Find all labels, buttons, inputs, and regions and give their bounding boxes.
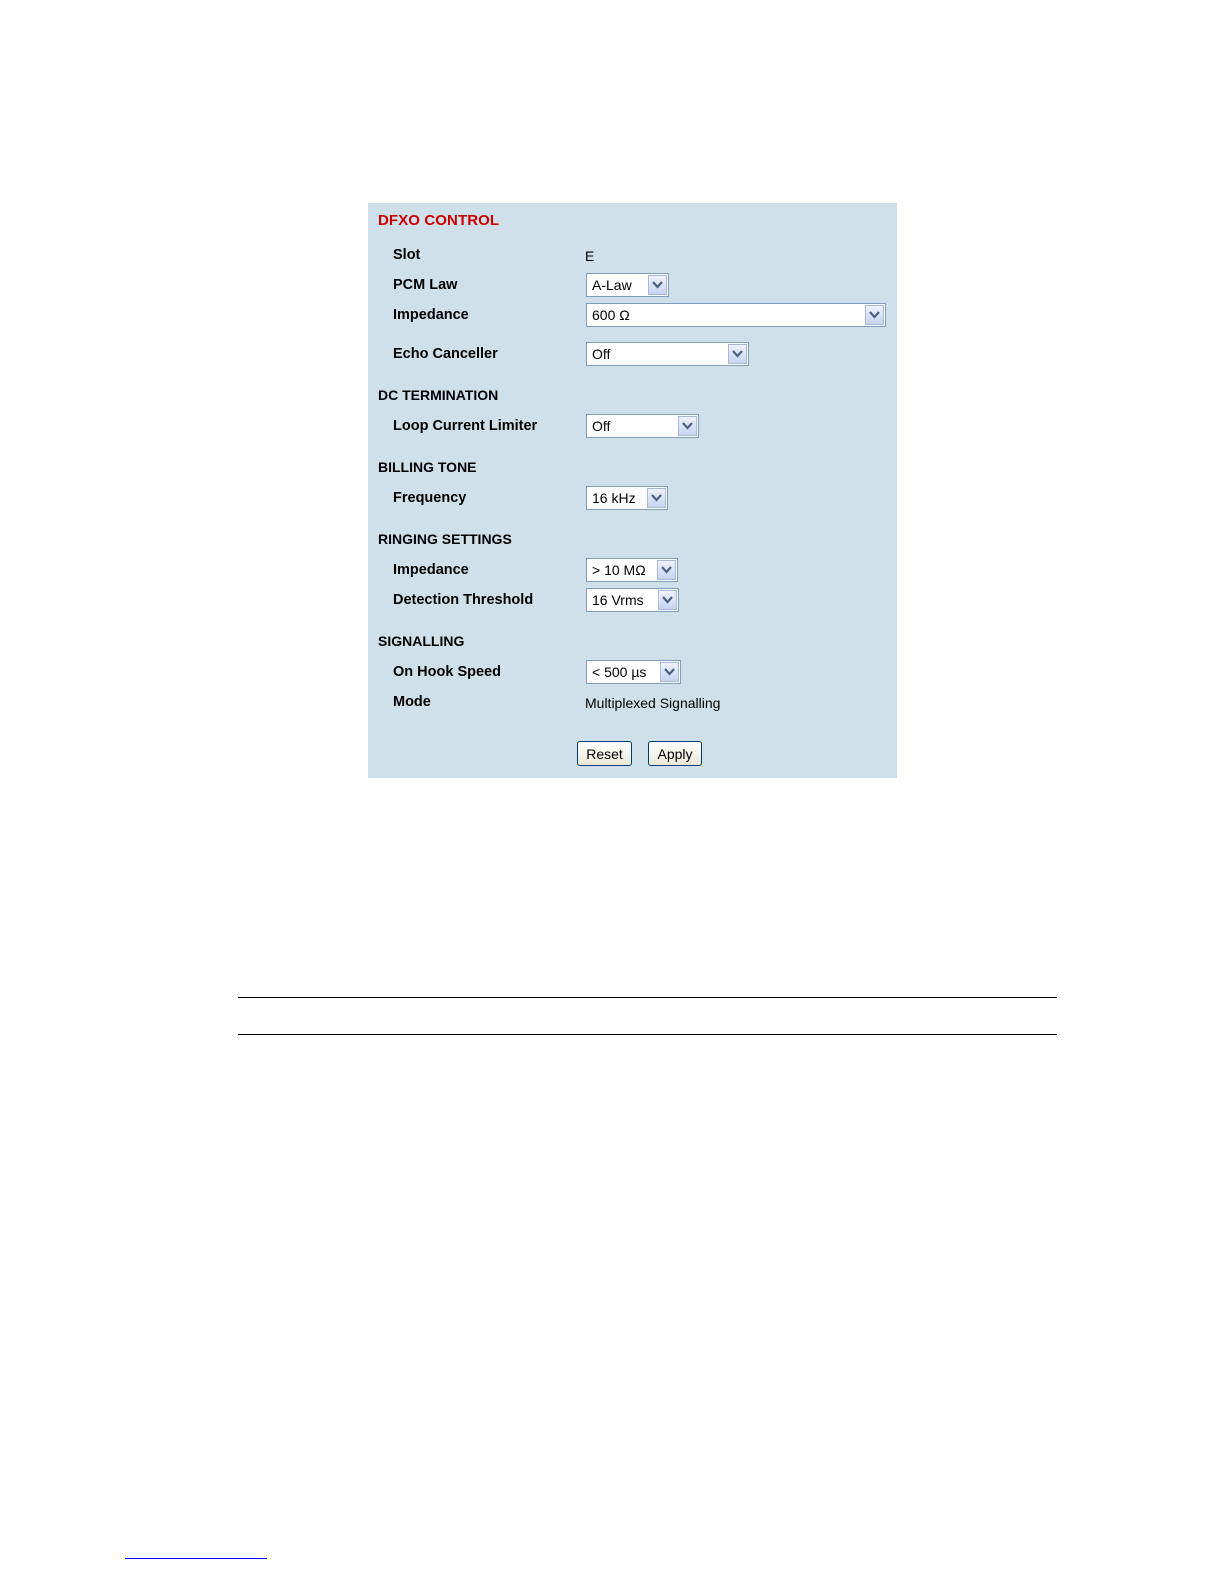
- ringing-settings-heading: RINGING SETTINGS: [378, 531, 512, 547]
- ringing-impedance-selected-value: > 10 MΩ: [592, 562, 646, 578]
- billing-tone-heading: BILLING TONE: [378, 459, 477, 475]
- on-hook-speed-selected-value: < 500 µs: [592, 664, 647, 680]
- echo-canceller-select[interactable]: [586, 342, 749, 366]
- pcm-law-label: PCM Law: [393, 277, 458, 293]
- pcm-law-select[interactable]: [586, 273, 669, 297]
- loop-current-limiter-select[interactable]: [586, 414, 699, 438]
- frequency-select[interactable]: [586, 486, 668, 510]
- signalling-heading: SIGNALLING: [378, 633, 465, 649]
- detection-threshold-select[interactable]: [586, 588, 679, 612]
- chevron-down-icon[interactable]: [657, 560, 676, 580]
- mode-value: Multiplexed Signalling: [585, 695, 721, 711]
- detection-threshold-selected-value: 16 Vrms: [592, 592, 644, 608]
- panel-title: DFXO CONTROL: [378, 212, 500, 229]
- pcm-law-selected-value: A-Law: [592, 277, 632, 293]
- frequency-selected-value: 16 kHz: [592, 490, 636, 506]
- ringing-impedance-label: Impedance: [393, 562, 469, 578]
- chevron-down-icon[interactable]: [660, 662, 679, 682]
- impedance-label: Impedance: [393, 307, 469, 323]
- footnote-separator: [125, 1558, 267, 1559]
- slot-label: Slot: [393, 247, 421, 263]
- ringing-impedance-select[interactable]: [586, 558, 678, 582]
- divider-bottom: [238, 1034, 1057, 1035]
- dc-termination-heading: DC TERMINATION: [378, 387, 499, 403]
- chevron-down-icon[interactable]: [728, 344, 747, 364]
- reset-button[interactable]: Reset: [577, 741, 632, 766]
- echo-canceller-selected-value: Off: [592, 346, 611, 362]
- chevron-down-icon[interactable]: [647, 488, 666, 508]
- loop-current-limiter-label: Loop Current Limiter: [393, 418, 538, 434]
- impedance-select[interactable]: [586, 303, 886, 327]
- chevron-down-icon[interactable]: [648, 275, 667, 295]
- loop-current-limiter-selected-value: Off: [592, 418, 611, 434]
- frequency-label: Frequency: [393, 490, 467, 506]
- on-hook-speed-label: On Hook Speed: [393, 664, 501, 680]
- apply-button[interactable]: Apply: [648, 741, 702, 766]
- divider-top: [238, 997, 1057, 998]
- echo-canceller-label: Echo Canceller: [393, 346, 498, 362]
- chevron-down-icon[interactable]: [678, 416, 697, 436]
- detection-threshold-label: Detection Threshold: [393, 592, 534, 608]
- mode-label: Mode: [393, 694, 431, 710]
- dfxo-control-panel: [368, 203, 897, 778]
- chevron-down-icon[interactable]: [865, 305, 884, 325]
- on-hook-speed-select[interactable]: [586, 660, 681, 684]
- slot-value: E: [585, 248, 595, 264]
- impedance-selected-value: 600 Ω: [592, 307, 630, 323]
- chevron-down-icon[interactable]: [658, 590, 677, 610]
